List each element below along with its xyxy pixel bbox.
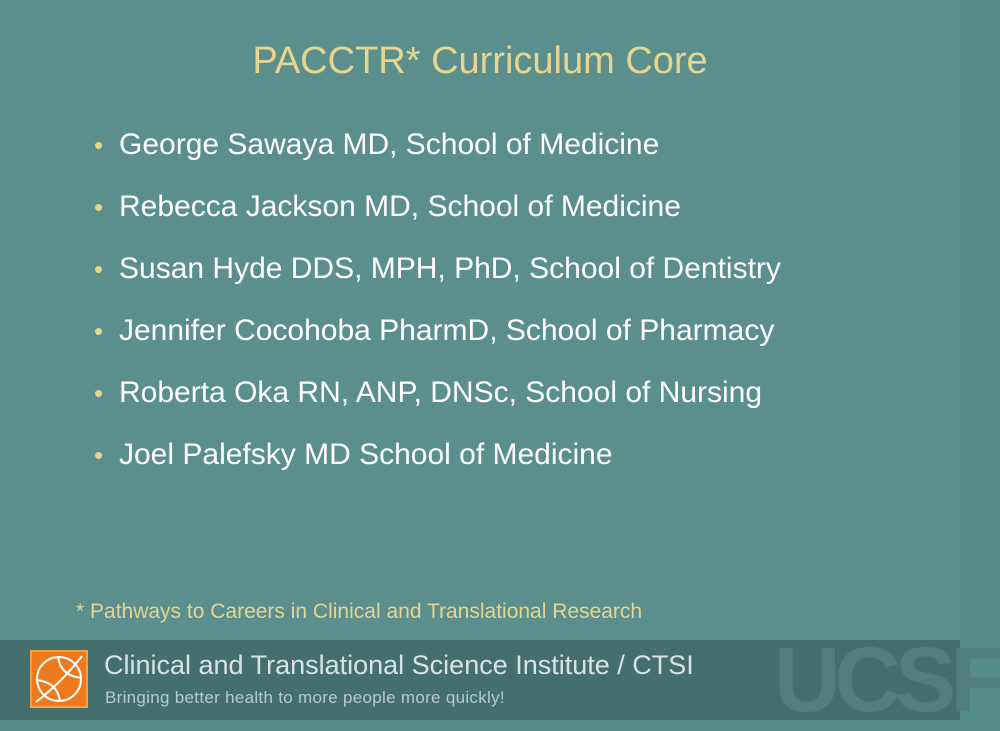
footnote: * Pathways to Careers in Clinical and Translational Research [76, 600, 643, 623]
bullet-item [92, 186, 872, 228]
bullet-list [92, 124, 872, 496]
bullet-item [92, 372, 872, 414]
bullet-text: Susan Hyde DDS, MPH, PhD, School of Dentistry [119, 252, 781, 285]
bullet-marker: • [94, 130, 104, 160]
bullet-text: Jennifer Cocohoba PharmD, School of Pharmacy [119, 314, 775, 347]
bullet-item [92, 310, 872, 352]
ucsf-watermark-text: UCSF [774, 629, 1000, 731]
bullet-item [92, 434, 872, 476]
bullet-text: George Sawaya MD, School of Medicine [119, 128, 660, 161]
ctsi-logo-icon [30, 650, 88, 708]
footer-institute-name: Clinical and Translational Science Institute / CTSI [104, 650, 694, 680]
bullet-marker: • [94, 316, 104, 346]
bullet-marker: • [94, 254, 104, 284]
bullet-marker: • [94, 440, 104, 470]
bullet-marker: • [94, 378, 104, 408]
bullet-item [92, 248, 872, 290]
bullet-marker: • [94, 192, 104, 222]
bullet-item [92, 124, 872, 166]
bullet-text: Roberta Oka RN, ANP, DNSc, School of Nursing [119, 376, 763, 409]
bullet-text: Rebecca Jackson MD, School of Medicine [119, 190, 681, 223]
bullet-text: Joel Palefsky MD School of Medicine [119, 438, 613, 471]
footer-tagline: Bringing better health to more people more quickly! [105, 688, 505, 707]
slide-title: PACCTR* Curriculum Core [252, 40, 708, 82]
ucsf-watermark [774, 629, 1000, 731]
footer-bar [0, 629, 1000, 731]
